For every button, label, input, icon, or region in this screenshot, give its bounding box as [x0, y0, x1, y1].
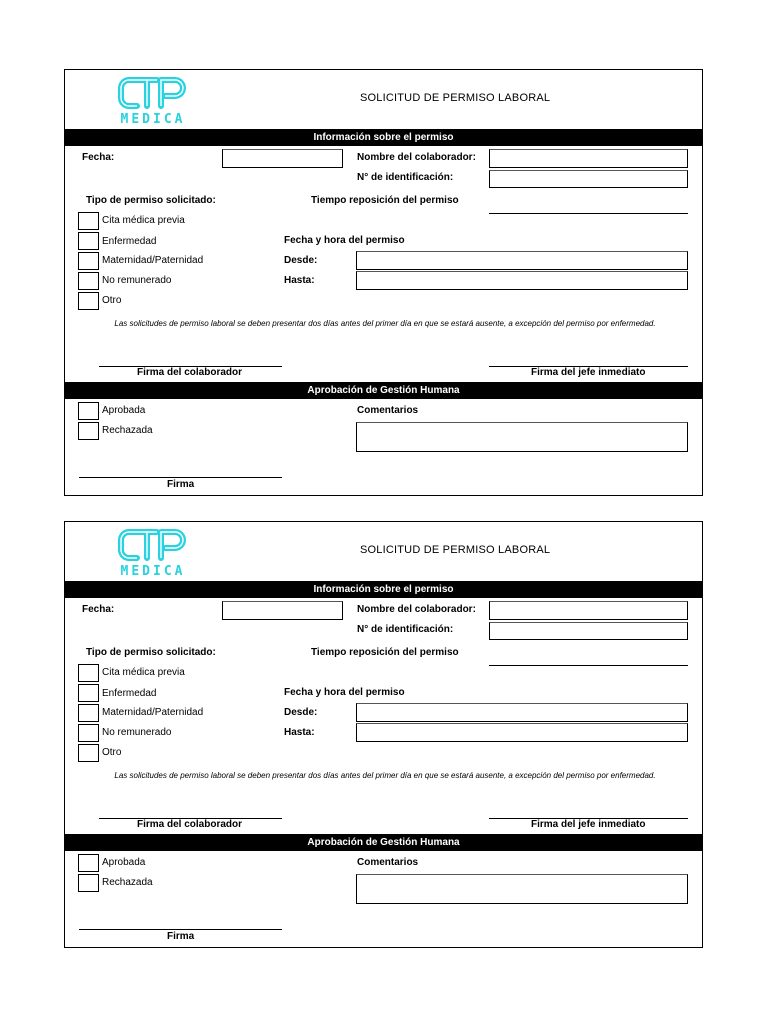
fecha-hora-label: Fecha y hora del permiso [284, 687, 405, 698]
section-header-info: Información sobre el permiso [65, 129, 702, 146]
section-header-info: Información sobre el permiso [65, 581, 702, 598]
tipo-otro: Otro [102, 295, 122, 306]
fecha-label: Fecha: [82, 604, 115, 615]
tiempo-reposicion-label: Tiempo reposición del permiso [311, 647, 459, 658]
aprobada-label: Aprobada [102, 857, 146, 868]
form-title: SOLICITUD DE PERMISO LABORAL [360, 544, 551, 556]
checkbox-no-remunerado[interactable] [78, 272, 99, 290]
ctp-logo-mark [117, 526, 189, 564]
hasta-field[interactable] [356, 723, 688, 742]
tipo-maternidad: Maternidad/Paternidad [102, 255, 204, 266]
checkbox-rechazada[interactable] [78, 422, 99, 440]
hasta-label: Hasta: [284, 727, 315, 738]
logo-subtitle: MEDICA [120, 112, 186, 127]
checkbox-enfermedad[interactable] [78, 232, 99, 250]
identificacion-field[interactable] [489, 622, 688, 640]
tipo-otro: Otro [102, 747, 122, 758]
checkbox-rechazada[interactable] [78, 874, 99, 892]
checkbox-otro[interactable] [78, 744, 99, 762]
comentarios-field[interactable] [356, 874, 688, 904]
checkbox-aprobada[interactable] [78, 402, 99, 420]
logo-subtitle: MEDICA [120, 564, 186, 579]
hasta-field[interactable] [356, 271, 688, 290]
checkbox-aprobada[interactable] [78, 854, 99, 872]
aprobada-label: Aprobada [102, 405, 146, 416]
tipo-cita-medica: Cita médica previa [102, 667, 185, 678]
firma-jefe-label: Firma del jefe inmediato [531, 819, 646, 830]
ctp-medica-logo [117, 526, 189, 580]
firma-label: Firma [167, 479, 195, 490]
nombre-label: Nombre del colaborador: [357, 604, 476, 615]
nombre-label: Nombre del colaborador: [357, 152, 476, 163]
comentarios-field[interactable] [356, 422, 688, 452]
firma-label: Firma [167, 931, 195, 942]
firma-line[interactable] [79, 477, 282, 478]
fecha-hora-label: Fecha y hora del permiso [284, 235, 405, 246]
permission-form-2 [64, 521, 703, 948]
checkbox-enfermedad[interactable] [78, 684, 99, 702]
identificacion-field[interactable] [489, 170, 688, 188]
checkbox-maternidad[interactable] [78, 252, 99, 270]
tipo-cita-medica: Cita médica previa [102, 215, 185, 226]
nombre-field[interactable] [489, 601, 688, 620]
tipo-no-remunerado: No remunerado [102, 275, 172, 286]
tipo-permiso-label: Tipo de permiso solicitado: [86, 195, 216, 206]
identificacion-label: N° de identificación: [357, 624, 454, 635]
desde-field[interactable] [356, 251, 688, 270]
form-note: Las solicitudes de permiso laboral se deben presentar dos días antes del primer día en que se estará ausente, a excepción del permiso por enfermedad. [114, 319, 656, 328]
tiempo-reposicion-label: Tiempo reposición del permiso [311, 195, 459, 206]
tipo-maternidad: Maternidad/Paternidad [102, 707, 204, 718]
firma-colaborador-label: Firma del colaborador [137, 819, 243, 830]
tipo-permiso-label: Tipo de permiso solicitado: [86, 647, 216, 658]
firma-line[interactable] [79, 929, 282, 930]
tiempo-reposicion-field[interactable] [489, 213, 688, 214]
checkbox-otro[interactable] [78, 292, 99, 310]
identificacion-label: N° de identificación: [357, 172, 454, 183]
tipo-no-remunerado: No remunerado [102, 727, 172, 738]
form-note: Las solicitudes de permiso laboral se deben presentar dos días antes del primer día en que se estará ausente, a excepción del permiso por enfermedad. [114, 771, 656, 780]
tiempo-reposicion-field[interactable] [489, 665, 688, 666]
rechazada-label: Rechazada [102, 425, 153, 436]
section-header-approval: Aprobación de Gestión Humana [65, 382, 702, 399]
desde-label: Desde: [284, 707, 318, 718]
hasta-label: Hasta: [284, 275, 315, 286]
checkbox-cita-medica[interactable] [78, 212, 99, 230]
section-header-approval: Aprobación de Gestión Humana [65, 834, 702, 851]
fecha-field[interactable] [222, 601, 343, 620]
fecha-field[interactable] [222, 149, 343, 168]
desde-label: Desde: [284, 255, 318, 266]
nombre-field[interactable] [489, 149, 688, 168]
tipo-enfermedad: Enfermedad [102, 236, 157, 247]
comentarios-label: Comentarios [357, 857, 419, 868]
ctp-medica-logo [117, 74, 189, 128]
checkbox-maternidad[interactable] [78, 704, 99, 722]
tipo-enfermedad: Enfermedad [102, 688, 157, 699]
firma-colaborador-label: Firma del colaborador [137, 367, 243, 378]
rechazada-label: Rechazada [102, 877, 153, 888]
ctp-logo-mark [117, 74, 189, 112]
checkbox-no-remunerado[interactable] [78, 724, 99, 742]
form-title: SOLICITUD DE PERMISO LABORAL [360, 92, 551, 104]
firma-jefe-label: Firma del jefe inmediato [531, 367, 646, 378]
checkbox-cita-medica[interactable] [78, 664, 99, 682]
fecha-label: Fecha: [82, 152, 115, 163]
comentarios-label: Comentarios [357, 405, 419, 416]
desde-field[interactable] [356, 703, 688, 722]
permission-form-1 [64, 69, 703, 496]
